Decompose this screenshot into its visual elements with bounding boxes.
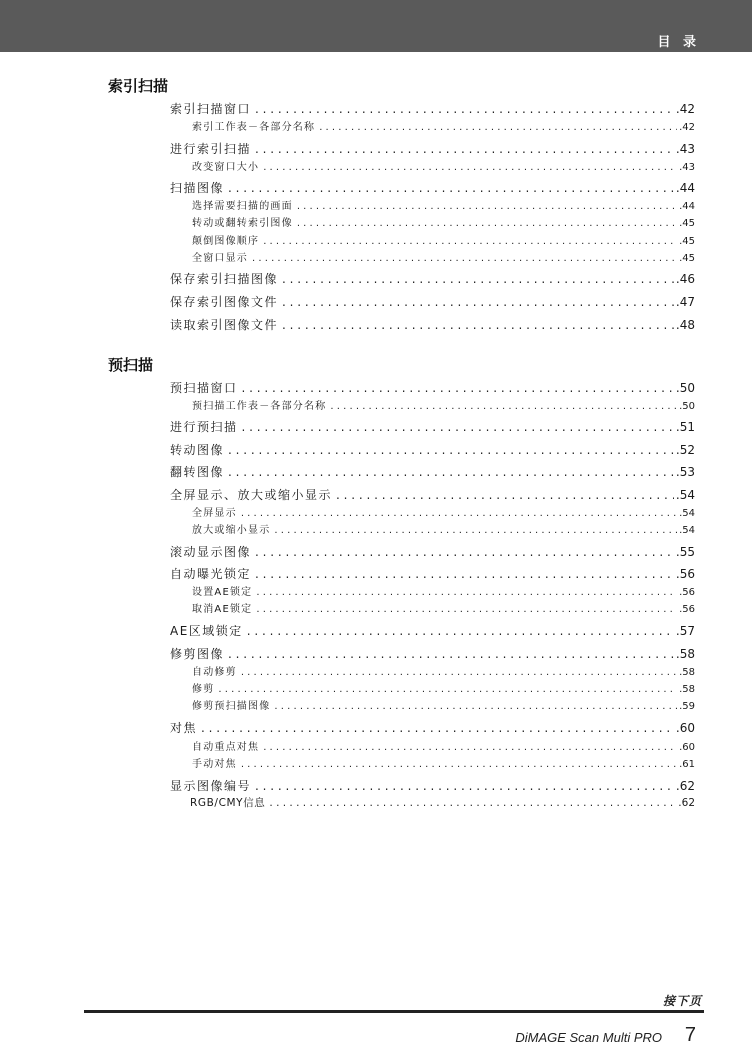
toc-subentry[interactable] [192, 755, 695, 770]
toc-entry-label: AE区域锁定 [170, 624, 243, 638]
leader-dots [336, 488, 674, 502]
toc-entry[interactable] [170, 622, 695, 640]
toc-entry[interactable] [170, 293, 695, 311]
toc-entry-page: .51 [675, 420, 695, 434]
leader-dots [263, 742, 677, 753]
footer-product-name: DiMAGE Scan Multi PRO [515, 1030, 662, 1045]
toc-entry-page: .42 [675, 102, 695, 116]
toc-entry-page: .46 [675, 272, 695, 286]
toc-entry-page: .56 [679, 587, 695, 598]
leader-dots [274, 525, 677, 536]
toc-entry-label: 对焦 [170, 721, 198, 735]
toc-entry-page: .45 [679, 218, 695, 229]
toc-entry-page: .54 [679, 525, 695, 536]
leader-dots [330, 401, 677, 412]
toc-subentry[interactable] [192, 680, 695, 695]
toc-entry-page: .62 [675, 779, 695, 793]
toc-entry[interactable] [170, 418, 695, 436]
toc-entry-label: 滚动显示图像 [170, 545, 252, 559]
footer-page-number: 7 [684, 1024, 696, 1046]
leader-dots [241, 508, 677, 519]
toc-entry-label: 进行预扫描 [170, 420, 238, 434]
toc-subentry[interactable] [192, 197, 695, 212]
leader-dots [255, 567, 674, 581]
toc-entry-label: 保存索引图像文件 [170, 295, 279, 309]
toc-subentry[interactable] [190, 795, 695, 810]
toc-entry-label: 全窗口显示 [192, 253, 248, 264]
leader-dots [256, 587, 677, 598]
leader-dots [228, 647, 674, 661]
toc-entry-label: 索引工作表－各部分名称 [192, 122, 316, 133]
toc-subentry[interactable] [192, 663, 695, 678]
toc-subentry[interactable] [192, 249, 695, 264]
toc-entry-label: RGB/CMY信息 [190, 797, 266, 809]
toc-entry-page: .59 [679, 701, 695, 712]
toc-entry[interactable] [170, 441, 695, 459]
header-bar [0, 0, 752, 52]
toc-entry-page: .44 [675, 181, 695, 195]
toc-entry-label: 翻转图像 [170, 465, 225, 479]
toc-subentry[interactable] [192, 738, 695, 753]
toc-entry-page: .57 [675, 624, 695, 638]
leader-dots [263, 236, 677, 247]
toc-entry-label: 转动图像 [170, 443, 225, 457]
toc-entry-page: .48 [675, 318, 695, 332]
toc-entry-label: 保存索引扫描图像 [170, 272, 279, 286]
toc-entry-page: .50 [675, 381, 695, 395]
toc-subentry[interactable] [192, 583, 695, 598]
leader-dots [263, 162, 677, 173]
toc-entry-label: 转动或翻转索引图像 [192, 218, 293, 229]
toc-entry-page: .45 [679, 236, 695, 247]
toc-entry[interactable] [170, 100, 695, 118]
toc-entry-label: 全屏显示 [192, 508, 237, 519]
toc-subentry[interactable] [192, 214, 695, 229]
toc-entry-label: 修剪预扫描图像 [192, 701, 271, 712]
header-title: 目 录 [657, 35, 700, 50]
toc-entry[interactable] [170, 463, 695, 481]
toc-entry-label: 自动修剪 [192, 667, 237, 678]
toc-entry[interactable] [170, 140, 695, 158]
toc-entry-page: .45 [679, 253, 695, 264]
leader-dots [255, 142, 674, 156]
leader-dots [247, 624, 674, 638]
leader-dots [269, 797, 676, 809]
toc-entry-label: 设置AE锁定 [192, 587, 253, 598]
toc-entry[interactable] [170, 486, 695, 504]
toc-entry-page: .56 [675, 567, 695, 581]
toc-entry-label: 手动对焦 [192, 759, 237, 770]
toc-entry-page: .58 [679, 667, 695, 678]
toc-subentry[interactable] [192, 118, 695, 133]
toc-entry-page: .47 [675, 295, 695, 309]
section-heading-index-scan: 索引扫描 [108, 77, 169, 95]
leader-dots [252, 253, 677, 264]
leader-dots [242, 420, 674, 434]
toc-entry-label: 自动重点对焦 [192, 742, 260, 753]
toc-entry-page: .55 [675, 545, 695, 559]
toc-entry-page: .58 [675, 647, 695, 661]
leader-dots [201, 721, 674, 735]
toc-entry-label: 修剪图像 [170, 647, 225, 661]
leader-dots [274, 701, 677, 712]
leader-dots [228, 465, 674, 479]
toc-entry-page: .60 [679, 742, 695, 753]
leader-dots [282, 272, 674, 286]
continued-next-page-label: 接下页 [662, 994, 702, 1008]
leader-dots [282, 295, 674, 309]
toc-entry-label: 扫描图像 [170, 181, 225, 195]
toc-subentry[interactable] [192, 232, 695, 247]
toc-entry[interactable] [170, 379, 695, 397]
toc-entry-page: .62 [678, 797, 695, 809]
toc-entry-page: .60 [675, 721, 695, 735]
leader-dots [255, 545, 674, 559]
toc-entry-label: 取消AE锁定 [192, 604, 253, 615]
toc-entry-label: 预扫描工作表－各部分名称 [192, 401, 327, 412]
toc-entry-page: .58 [679, 684, 695, 695]
leader-dots [241, 759, 677, 770]
toc-entry-label: 颠倒图像顺序 [192, 236, 260, 247]
toc-entry[interactable] [170, 270, 695, 288]
toc-entry-label: 选择需要扫描的画面 [192, 201, 293, 212]
toc-entry-page: .42 [679, 122, 695, 133]
toc-entry[interactable] [170, 777, 695, 795]
toc-entry-page: .54 [679, 508, 695, 519]
leader-dots [218, 684, 677, 695]
leader-dots [256, 604, 677, 615]
toc-entry-page: .61 [679, 759, 695, 770]
toc-entry-label: 显示图像编号 [170, 779, 252, 793]
toc-entry[interactable] [170, 645, 695, 663]
toc-entry-label: 读取索引图像文件 [170, 318, 279, 332]
toc-subentry[interactable] [192, 504, 695, 519]
leader-dots [241, 667, 677, 678]
toc-entry[interactable] [170, 719, 695, 737]
toc-subentry[interactable] [192, 521, 695, 536]
leader-dots [228, 181, 674, 195]
footer-divider [84, 1010, 704, 1013]
toc-entry[interactable] [170, 565, 695, 583]
toc-entry-page: .56 [679, 604, 695, 615]
toc-entry-label: 放大或缩小显示 [192, 525, 271, 536]
toc-subentry[interactable] [192, 397, 695, 412]
section-heading-prescan: 预扫描 [108, 356, 154, 374]
toc-entry-label: 改变窗口大小 [192, 162, 260, 173]
toc-entry-label: 索引扫描窗口 [170, 102, 252, 116]
toc-entry-page: .43 [675, 142, 695, 156]
leader-dots [297, 218, 677, 229]
toc-entry-page: .43 [679, 162, 695, 173]
toc-entry[interactable] [170, 179, 695, 197]
toc-subentry[interactable] [192, 600, 695, 615]
toc-entry[interactable] [170, 316, 695, 334]
toc-subentry[interactable] [192, 697, 695, 712]
toc-entry-page: .50 [679, 401, 695, 412]
toc-entry-label: 全屏显示、放大或缩小显示 [170, 488, 333, 502]
toc-entry-page: .44 [679, 201, 695, 212]
leader-dots [319, 122, 677, 133]
toc-entry[interactable] [170, 543, 695, 561]
toc-entry-label: 进行索引扫描 [170, 142, 252, 156]
toc-entry-label: 修剪 [192, 684, 215, 695]
toc-entry-page: .54 [675, 488, 695, 502]
toc-entry-page: .52 [675, 443, 695, 457]
toc-entry-label: 预扫描窗口 [170, 381, 238, 395]
leader-dots [297, 201, 677, 212]
leader-dots [255, 779, 674, 793]
toc-entry-label: 自动曝光锁定 [170, 567, 252, 581]
leader-dots [282, 318, 674, 332]
leader-dots [255, 102, 674, 116]
leader-dots [228, 443, 674, 457]
toc-subentry[interactable] [192, 158, 695, 173]
toc-entry-page: .53 [675, 465, 695, 479]
leader-dots [242, 381, 674, 395]
